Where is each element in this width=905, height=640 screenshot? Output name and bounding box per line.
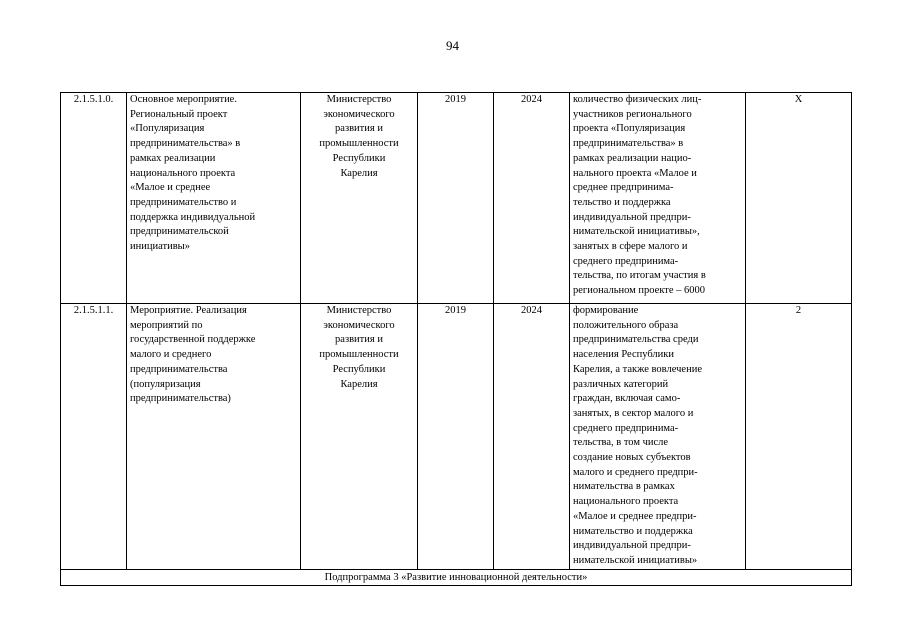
item-title-line: «Популяризация: [130, 123, 205, 135]
responsible-executor-line: Республики: [332, 363, 386, 375]
start-year: 2019: [418, 304, 494, 570]
expected-result-line: индивидуальной предпри-: [573, 540, 691, 552]
expected-result-line: среднее предпринима-: [573, 182, 674, 194]
responsible-executor: [301, 304, 418, 570]
item-title: [127, 304, 301, 570]
expected-result-line: участников регионального: [573, 108, 692, 120]
indicator-link: 2: [746, 304, 852, 570]
item-title-line: национального проекта: [130, 167, 236, 179]
expected-result-line: малого и среднего предпри-: [573, 466, 698, 478]
item-code: 2.1.5.1.1.: [61, 304, 127, 570]
item-title-line: предпринимательства: [130, 363, 228, 375]
expected-result-line: нимательство и поддержка: [573, 525, 693, 537]
expected-result-line: среднего предпринима-: [573, 255, 679, 267]
responsible-executor-line: Республики: [332, 152, 386, 164]
responsible-executor-line: Министерство: [326, 305, 392, 316]
responsible-executor-line: экономического: [323, 108, 395, 120]
item-title-line: государственной поддержке: [130, 334, 256, 346]
expected-result-line: Карелия, а также вовлечение: [573, 363, 702, 375]
item-title-line: предпринимательство и: [130, 196, 237, 208]
expected-result-line: нимательской инициативы»,: [573, 226, 700, 238]
table-row: [61, 93, 852, 304]
responsible-executor-line: Карелия: [340, 378, 378, 390]
expected-result-line: положительного образа: [573, 319, 679, 331]
expected-result-line: предпринимательства среди: [573, 334, 699, 346]
item-title: [127, 93, 301, 304]
item-title-line: «Малое и среднее: [130, 182, 211, 194]
item-title-line: (популяризация: [130, 378, 201, 390]
expected-result-line: занятых в сфере малого и: [573, 241, 688, 253]
expected-result-line: формирование: [573, 305, 639, 316]
item-title-line: поддержка индивидуальной: [130, 211, 256, 223]
item-title-line: мероприятий по: [130, 319, 203, 331]
expected-result-line: тельство и поддержка: [573, 196, 671, 208]
page-number: 94: [446, 38, 459, 53]
item-title-line: Основное мероприятие.: [130, 94, 237, 105]
expected-result-line: предпринимательства» в: [573, 138, 684, 150]
expected-result-line: национального проекта: [573, 496, 679, 508]
expected-result-line: создание новых субъектов: [573, 452, 691, 464]
responsible-executor-line: промышленности: [319, 349, 399, 361]
expected-result-line: количество физических лиц-: [573, 94, 702, 105]
item-title-line: предпринимательской: [130, 226, 229, 238]
expected-result-line: нимательства в рамках: [573, 481, 675, 493]
responsible-executor-line: экономического: [323, 319, 395, 331]
item-title-line: предпринимательства): [130, 393, 231, 405]
end-year: 2024: [494, 93, 570, 304]
start-year: 2019: [418, 93, 494, 304]
responsible-executor-line: Карелия: [340, 167, 378, 179]
item-title-line: предпринимательства» в: [130, 138, 241, 150]
expected-result-line: тельства, по итогам участия в: [573, 270, 706, 282]
activities-table: [60, 92, 852, 586]
item-code: 2.1.5.1.0.: [61, 93, 127, 304]
expected-result-line: нимательской инициативы»: [573, 554, 698, 566]
item-title-line: малого и среднего: [130, 349, 212, 361]
expected-result-line: индивидуальной предпри-: [573, 211, 691, 223]
expected-result-line: граждан, включая само-: [573, 393, 681, 405]
indicator-link: Х: [746, 93, 852, 304]
responsible-executor-line: развития и: [335, 334, 383, 346]
table-row: [61, 304, 852, 570]
responsible-executor: [301, 93, 418, 304]
expected-result-line: проекта «Популяризация: [573, 123, 686, 135]
expected-result-line: рамках реализации нацио-: [573, 152, 692, 164]
expected-result-line: среднего предпринима-: [573, 422, 679, 434]
end-year: 2024: [494, 304, 570, 570]
expected-result-line: различных категорий: [573, 378, 669, 390]
expected-result-line: населения Республики: [573, 349, 674, 361]
item-title-line: рамках реализации: [130, 152, 216, 164]
responsible-executor-line: развития и: [335, 123, 383, 135]
subprogram-row: [61, 569, 852, 585]
expected-result: [570, 304, 746, 570]
item-title-line: инициативы»: [130, 241, 190, 253]
expected-result-line: региональном проекте – 6000: [573, 285, 706, 297]
expected-result-line: занятых, в сектор малого и: [573, 407, 694, 419]
expected-result-line: нального проекта «Малое и: [573, 167, 697, 179]
responsible-executor-line: Министерство: [326, 94, 392, 105]
item-title-line: Региональный проект: [130, 108, 228, 120]
item-title-line: Мероприятие. Реализация: [130, 305, 247, 316]
subprogram-title: Подпрограмма 3 «Развитие инновационной деятельности»: [61, 569, 852, 585]
expected-result-line: тельства, в том числе: [573, 437, 669, 449]
expected-result-line: «Малое и среднее предпри-: [573, 510, 697, 522]
expected-result: [570, 93, 746, 304]
responsible-executor-line: промышленности: [319, 138, 399, 150]
